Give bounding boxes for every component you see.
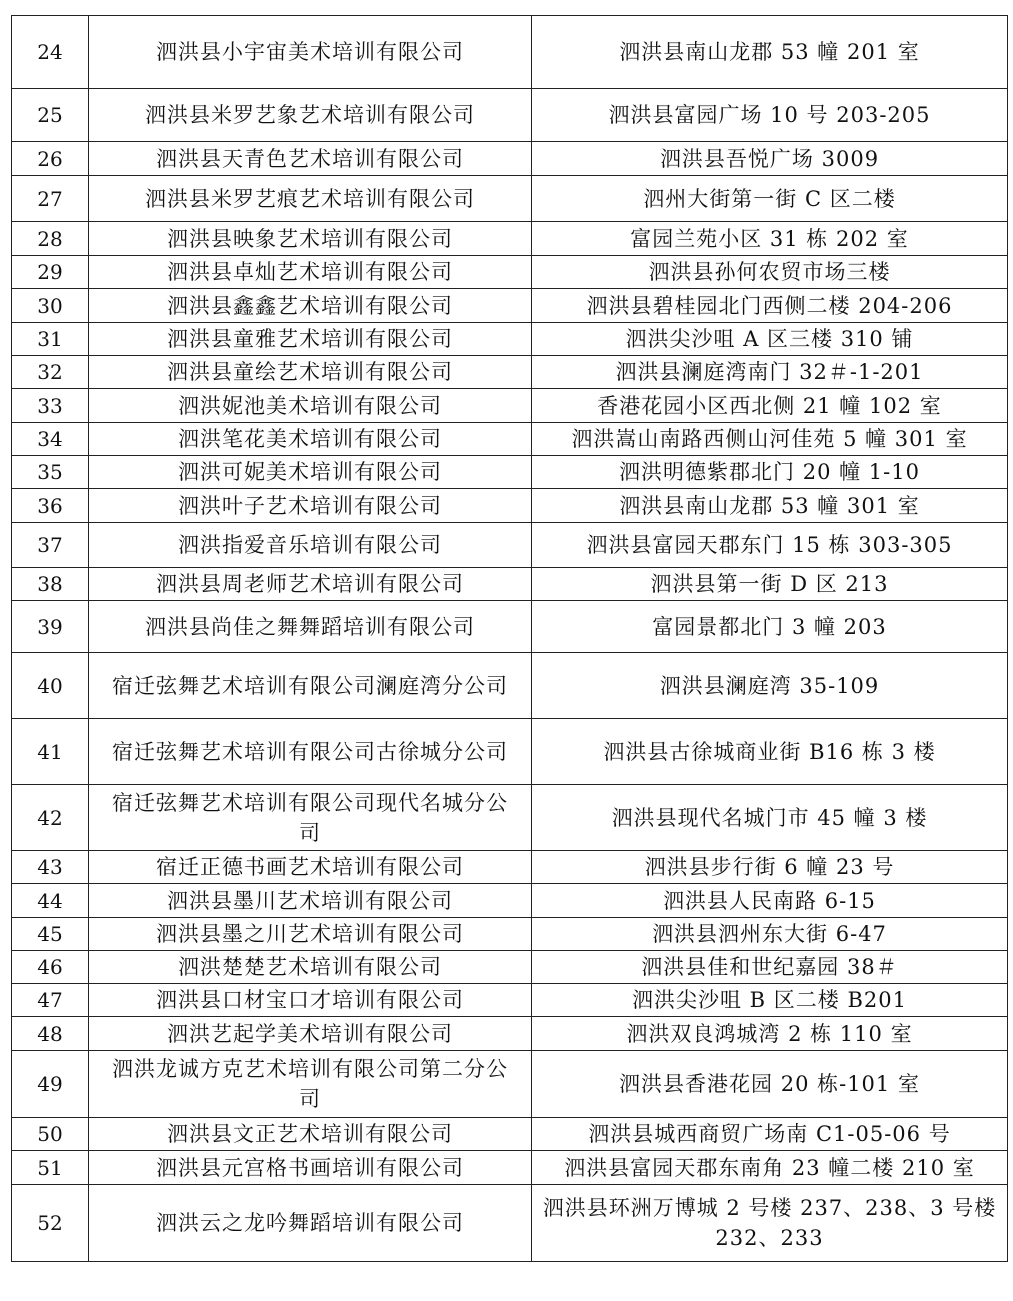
table-row bbox=[12, 601, 1008, 653]
company-name-cell: 宿迁弦舞艺术培训有限公司现代名城分公司 bbox=[89, 785, 532, 851]
address-cell: 泗洪县南山龙郡 53 幢 301 室 bbox=[532, 489, 1008, 523]
company-name-cell: 泗洪县文正艺术培训有限公司 bbox=[89, 1118, 532, 1151]
row-number-cell: 39 bbox=[12, 601, 89, 653]
table-row bbox=[12, 851, 1008, 884]
row-number-cell: 40 bbox=[12, 653, 89, 719]
address-cell: 泗洪县富园天郡东南角 23 幢二楼 210 室 bbox=[532, 1151, 1008, 1185]
table-row bbox=[12, 222, 1008, 256]
row-number-cell: 48 bbox=[12, 1017, 89, 1051]
row-number-cell: 51 bbox=[12, 1151, 89, 1185]
company-name-cell: 泗洪县元宫格书画培训有限公司 bbox=[89, 1151, 532, 1185]
address-cell: 泗洪县碧桂园北门西侧二楼 204-206 bbox=[532, 289, 1008, 323]
row-number-cell: 50 bbox=[12, 1118, 89, 1151]
company-name-cell: 宿迁正德书画艺术培训有限公司 bbox=[89, 851, 532, 884]
company-name-cell: 泗洪可妮美术培训有限公司 bbox=[89, 456, 532, 489]
company-name-cell: 泗洪龙诚方克艺术培训有限公司第二分公司 bbox=[89, 1051, 532, 1118]
row-number-cell: 28 bbox=[12, 222, 89, 256]
row-number-cell: 52 bbox=[12, 1185, 89, 1262]
registry-table-body bbox=[12, 16, 1008, 1262]
row-number-cell: 41 bbox=[12, 719, 89, 785]
company-name-cell: 泗洪叶子艺术培训有限公司 bbox=[89, 489, 532, 523]
row-number-cell: 43 bbox=[12, 851, 89, 884]
company-name-cell: 泗洪指爱音乐培训有限公司 bbox=[89, 523, 532, 568]
table-row bbox=[12, 785, 1008, 851]
company-name-cell: 泗洪县童绘艺术培训有限公司 bbox=[89, 356, 532, 389]
row-number-cell: 25 bbox=[12, 89, 89, 142]
row-number-cell: 37 bbox=[12, 523, 89, 568]
company-name-cell: 泗洪云之龙吟舞蹈培训有限公司 bbox=[89, 1185, 532, 1262]
address-cell: 富园兰苑小区 31 栋 202 室 bbox=[532, 222, 1008, 256]
table-row bbox=[12, 456, 1008, 489]
company-name-cell: 宿迁弦舞艺术培训有限公司澜庭湾分公司 bbox=[89, 653, 532, 719]
address-cell: 泗洪县泗州东大街 6-47 bbox=[532, 918, 1008, 951]
address-cell: 泗洪县南山龙郡 53 幢 201 室 bbox=[532, 16, 1008, 89]
address-cell: 泗洪县澜庭湾 35-109 bbox=[532, 653, 1008, 719]
table-row bbox=[12, 256, 1008, 289]
address-cell: 泗洪县古徐城商业街 B16 栋 3 楼 bbox=[532, 719, 1008, 785]
table-row bbox=[12, 719, 1008, 785]
company-name-cell: 泗洪笔花美术培训有限公司 bbox=[89, 423, 532, 456]
address-cell: 泗洪县城西商贸广场南 C1-05-06 号 bbox=[532, 1118, 1008, 1151]
address-cell: 泗洪尖沙咀 B 区二楼 B201 bbox=[532, 984, 1008, 1017]
address-cell: 泗洪县步行街 6 幢 23 号 bbox=[532, 851, 1008, 884]
company-name-cell: 泗洪县鑫鑫艺术培训有限公司 bbox=[89, 289, 532, 323]
address-cell: 泗洪县环洲万博城 2 号楼 237、238、3 号楼 232、233 bbox=[532, 1185, 1008, 1262]
row-number-cell: 24 bbox=[12, 16, 89, 89]
address-cell: 泗洪县澜庭湾南门 32＃-1-201 bbox=[532, 356, 1008, 389]
row-number-cell: 29 bbox=[12, 256, 89, 289]
company-name-cell: 泗洪县童雅艺术培训有限公司 bbox=[89, 323, 532, 356]
table-row bbox=[12, 1051, 1008, 1118]
company-name-cell: 泗洪县米罗艺象艺术培训有限公司 bbox=[89, 89, 532, 142]
row-number-cell: 26 bbox=[12, 142, 89, 176]
table-row bbox=[12, 1151, 1008, 1185]
company-name-cell: 泗洪县尚佳之舞舞蹈培训有限公司 bbox=[89, 601, 532, 653]
row-number-cell: 42 bbox=[12, 785, 89, 851]
company-name-cell: 宿迁弦舞艺术培训有限公司古徐城分公司 bbox=[89, 719, 532, 785]
company-name-cell: 泗洪县口材宝口才培训有限公司 bbox=[89, 984, 532, 1017]
address-cell: 泗洪县富园天郡东门 15 栋 303-305 bbox=[532, 523, 1008, 568]
address-cell: 泗洪嵩山南路西侧山河佳苑 5 幢 301 室 bbox=[532, 423, 1008, 456]
row-number-cell: 45 bbox=[12, 918, 89, 951]
company-name-cell: 泗洪妮池美术培训有限公司 bbox=[89, 389, 532, 423]
company-name-cell: 泗洪县米罗艺痕艺术培训有限公司 bbox=[89, 176, 532, 222]
address-cell: 富园景都北门 3 幢 203 bbox=[532, 601, 1008, 653]
company-name-cell: 泗洪县小宇宙美术培训有限公司 bbox=[89, 16, 532, 89]
row-number-cell: 35 bbox=[12, 456, 89, 489]
address-cell: 泗洪县富园广场 10 号 203-205 bbox=[532, 89, 1008, 142]
address-cell: 泗洪尖沙咀 A 区三楼 310 铺 bbox=[532, 323, 1008, 356]
row-number-cell: 33 bbox=[12, 389, 89, 423]
table-row bbox=[12, 1017, 1008, 1051]
row-number-cell: 47 bbox=[12, 984, 89, 1017]
registry-table bbox=[11, 15, 1008, 1262]
address-cell: 香港花园小区西北侧 21 幢 102 室 bbox=[532, 389, 1008, 423]
table-row bbox=[12, 323, 1008, 356]
table-row bbox=[12, 568, 1008, 601]
table-row bbox=[12, 523, 1008, 568]
table-row bbox=[12, 289, 1008, 323]
address-cell: 泗洪双良鸿城湾 2 栋 110 室 bbox=[532, 1017, 1008, 1051]
company-name-cell: 泗洪县映象艺术培训有限公司 bbox=[89, 222, 532, 256]
address-cell: 泗洪县孙何农贸市场三楼 bbox=[532, 256, 1008, 289]
company-name-cell: 泗洪县墨川艺术培训有限公司 bbox=[89, 884, 532, 918]
table-row bbox=[12, 884, 1008, 918]
address-cell: 泗洪县现代名城门市 45 幢 3 楼 bbox=[532, 785, 1008, 851]
row-number-cell: 31 bbox=[12, 323, 89, 356]
address-cell: 泗洪县佳和世纪嘉园 38＃ bbox=[532, 951, 1008, 984]
table-row bbox=[12, 1118, 1008, 1151]
table-row bbox=[12, 951, 1008, 984]
address-cell: 泗洪明德紫郡北门 20 幢 1-10 bbox=[532, 456, 1008, 489]
row-number-cell: 46 bbox=[12, 951, 89, 984]
table-row bbox=[12, 16, 1008, 89]
table-row bbox=[12, 918, 1008, 951]
table-row bbox=[12, 423, 1008, 456]
row-number-cell: 38 bbox=[12, 568, 89, 601]
row-number-cell: 27 bbox=[12, 176, 89, 222]
address-cell: 泗洪县吾悦广场 3009 bbox=[532, 142, 1008, 176]
address-cell: 泗州大街第一街 C 区二楼 bbox=[532, 176, 1008, 222]
address-cell: 泗洪县人民南路 6-15 bbox=[532, 884, 1008, 918]
table-row bbox=[12, 653, 1008, 719]
table-row bbox=[12, 176, 1008, 222]
company-name-cell: 泗洪县墨之川艺术培训有限公司 bbox=[89, 918, 532, 951]
company-name-cell: 泗洪艺起学美术培训有限公司 bbox=[89, 1017, 532, 1051]
company-name-cell: 泗洪县卓灿艺术培训有限公司 bbox=[89, 256, 532, 289]
table-row bbox=[12, 89, 1008, 142]
table-row bbox=[12, 389, 1008, 423]
table-row bbox=[12, 1185, 1008, 1262]
company-name-cell: 泗洪县天青色艺术培训有限公司 bbox=[89, 142, 532, 176]
row-number-cell: 49 bbox=[12, 1051, 89, 1118]
row-number-cell: 32 bbox=[12, 356, 89, 389]
row-number-cell: 36 bbox=[12, 489, 89, 523]
row-number-cell: 34 bbox=[12, 423, 89, 456]
table-row bbox=[12, 489, 1008, 523]
company-name-cell: 泗洪楚楚艺术培训有限公司 bbox=[89, 951, 532, 984]
table-row bbox=[12, 984, 1008, 1017]
address-cell: 泗洪县第一街 D 区 213 bbox=[532, 568, 1008, 601]
table-row bbox=[12, 142, 1008, 176]
address-cell: 泗洪县香港花园 20 栋-101 室 bbox=[532, 1051, 1008, 1118]
table-row bbox=[12, 356, 1008, 389]
row-number-cell: 30 bbox=[12, 289, 89, 323]
company-name-cell: 泗洪县周老师艺术培训有限公司 bbox=[89, 568, 532, 601]
row-number-cell: 44 bbox=[12, 884, 89, 918]
